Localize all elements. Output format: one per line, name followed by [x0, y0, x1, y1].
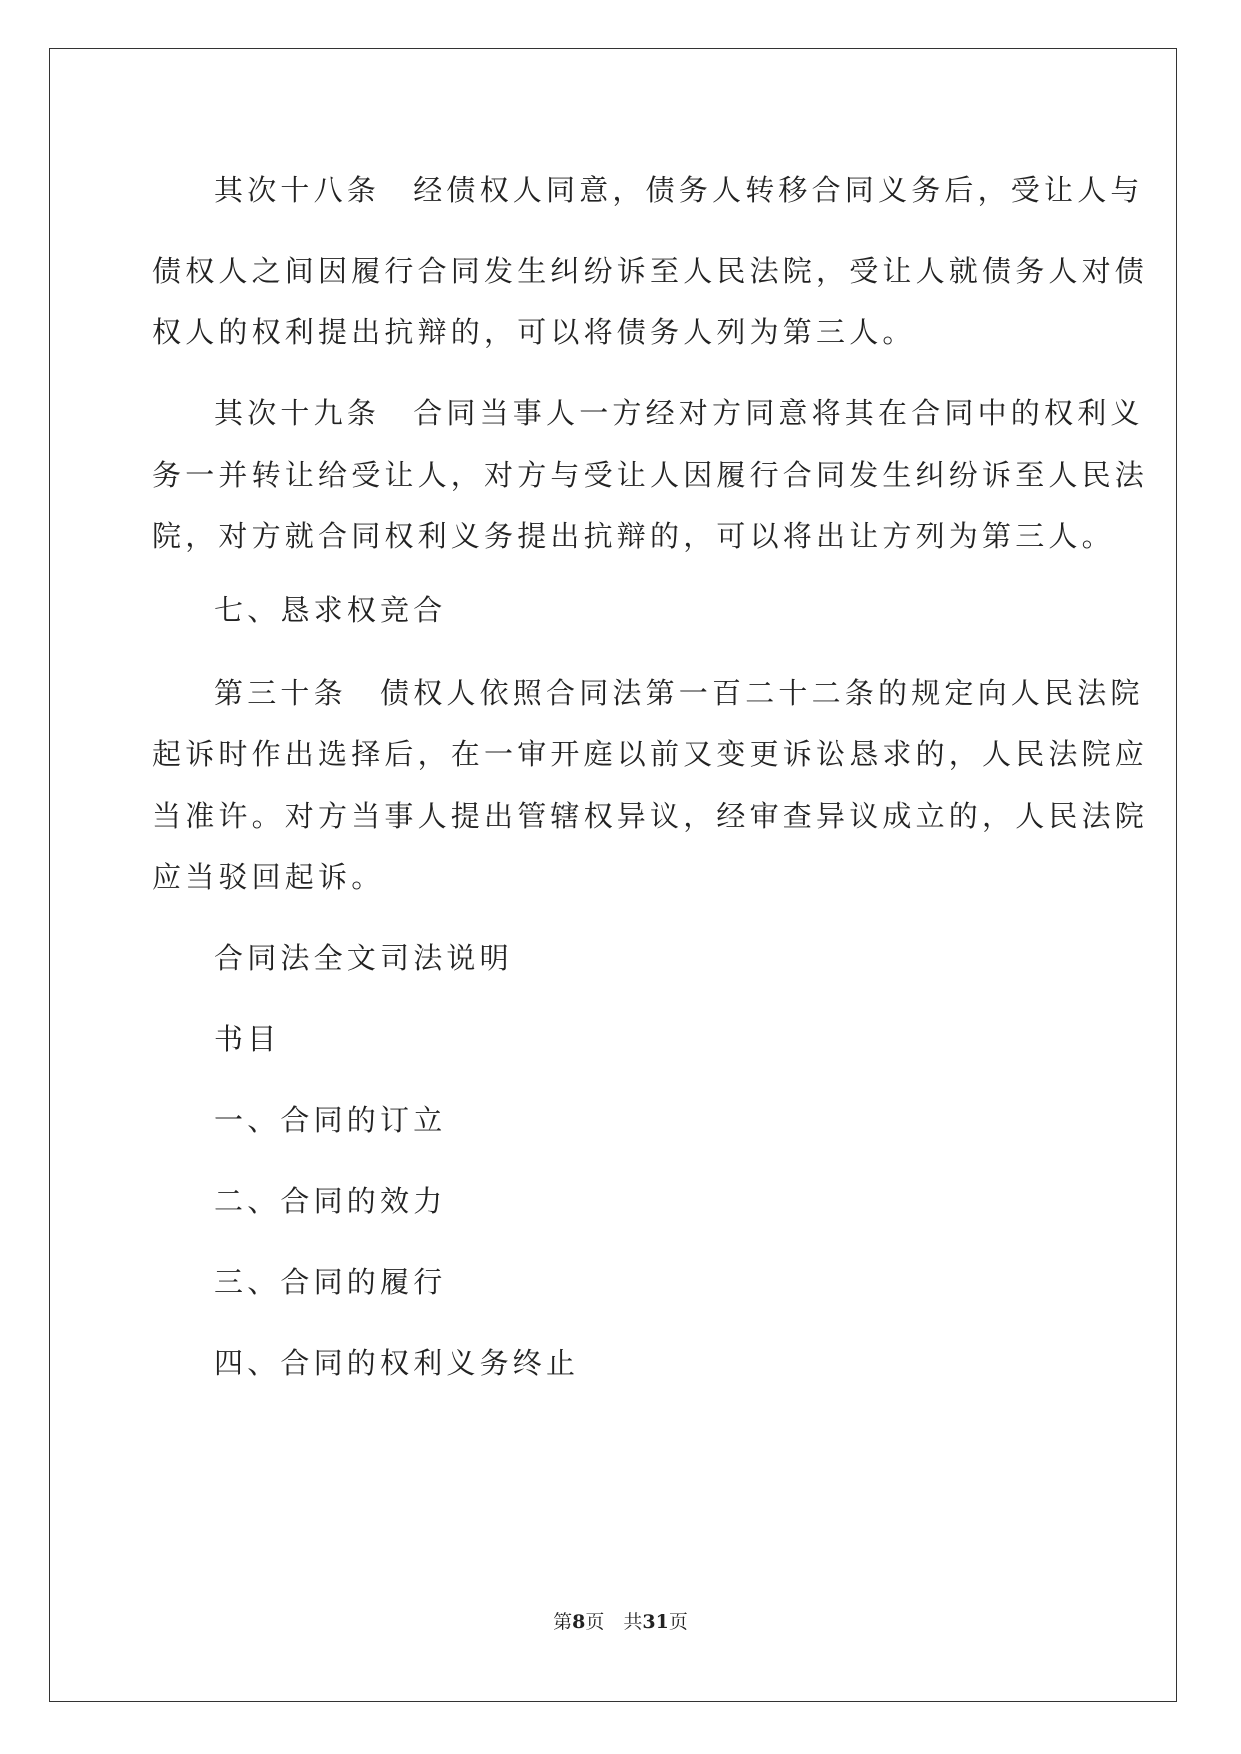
footer-page-prefix: 第 — [553, 1611, 573, 1633]
toc-item-3: 三、合同的履行 — [214, 1265, 447, 1299]
article-19-line-2: 务一并转让给受让人，对方与受让人因履行合同发生纠纷诉至人民法 — [152, 458, 1149, 492]
footer-page-suffix: 页 — [668, 1611, 688, 1633]
document-title: 合同法全文司法说明 — [214, 941, 513, 975]
article-18-line-2: 债权人之间因履行合同发生纠纷诉至人民法院，受让人就债务人对债 — [152, 254, 1149, 288]
toc-heading: 书目 — [214, 1022, 281, 1056]
article-18-line-1: 其次十八条 经债权人同意，债务人转移合同义务后，受让人与 — [214, 173, 1144, 207]
footer-page-number: 8 — [572, 1611, 586, 1633]
footer-total-pages: 31 — [642, 1611, 669, 1633]
article-18-line-3: 权人的权利提出抗辩的，可以将债务人列为第三人。 — [152, 315, 916, 349]
toc-item-4: 四、合同的权利义务终止 — [214, 1346, 580, 1380]
toc-item-1: 一、合同的订立 — [214, 1103, 447, 1137]
article-30-line-2: 起诉时作出选择后，在一审开庭以前又变更诉讼恳求的，人民法院应 — [152, 737, 1149, 771]
article-30-line-1: 第三十条 债权人依照合同法第一百二十二条的规定向人民法院 — [214, 676, 1144, 710]
section-heading-7: 七、恳求权竞合 — [214, 593, 447, 627]
footer-page-mid: 页 共 — [585, 1611, 643, 1633]
article-30-line-4: 应当驳回起诉。 — [152, 860, 385, 894]
article-19-line-3: 院，对方就合同权利义务提出抗辩的，可以将出让方列为第三人。 — [152, 519, 1115, 553]
article-19-line-1: 其次十九条 合同当事人一方经对方同意将其在合同中的权利义 — [214, 396, 1144, 430]
page-footer — [0, 1610, 1241, 1634]
toc-item-2: 二、合同的效力 — [214, 1184, 447, 1218]
article-30-line-3: 当准许。对方当事人提出管辖权异议，经审查异议成立的，人民法院 — [152, 799, 1149, 833]
